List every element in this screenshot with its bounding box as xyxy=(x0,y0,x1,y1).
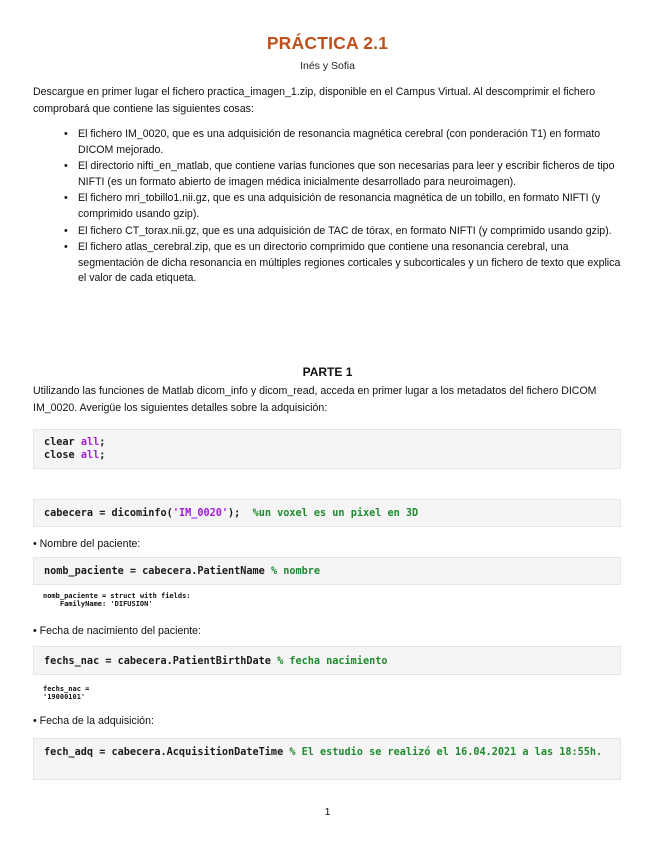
output-fecha-nac: fechs_nac = '19000101' xyxy=(43,685,90,702)
section-title: PARTE 1 xyxy=(302,365,353,379)
part1-intro: Utilizando las funciones de Matlab dicom_info y dicom_read, acceda en primer lugar a los metadatos del fichero DICOM IM_0020. Averigüe los siguientes detalles sobre la adquisición: xyxy=(33,385,597,414)
list-item: • El fichero CT_torax.nii.gz, que es una adquisición de TAC de tórax, en formato NIFTI (y comprimido usando gzip). xyxy=(60,224,625,240)
code-block-clear: clear all; close all; xyxy=(33,429,621,469)
label-nombre-paciente: • Nombre del paciente: xyxy=(33,538,141,550)
list-item: • El fichero mri_tobillo1.nii.gz, que es una adquisición de resonancia magnética de un tobillo, en formato NIFTI (y comprimido usando gzip). xyxy=(64,192,601,220)
list-item: • El fichero IM_0020, que es una adquisición de resonancia magnética cerebral (con ponderación T1) en formato DICOM mejorado. xyxy=(64,128,601,156)
bullet-icon: • xyxy=(64,241,68,254)
code-block-dicominfo: cabecera = dicominfo('IM_0020'); %un voxel es un pixel en 3D xyxy=(33,499,621,527)
contents-list xyxy=(60,127,625,288)
bullet-icon: • xyxy=(64,192,68,205)
label-fecha-adquisicion: • Fecha de la adquisición: xyxy=(33,715,154,727)
authors: Inés y Sofia xyxy=(300,60,355,72)
bullet-icon: • xyxy=(64,160,68,173)
document-title: PRÁCTICA 2.1 xyxy=(266,33,389,53)
page-number: 1 xyxy=(324,806,331,818)
intro-paragraph: Descargue en primer lugar el fichero practica_imagen_1.zip, disponible en el Campus Virtual. Al descomprimir el fichero comprobará que contiene las siguientes cosas: xyxy=(33,86,596,115)
code-block-fecha-adq: fech_adq = cabecera.AcquisitionDateTime % El estudio se realizó el 16.04.2021 a las 18:55h. xyxy=(33,738,621,780)
list-item: • El fichero atlas_cerebral.zip, que es un directorio comprimido que contiene una resonancia cerebral, una segmentación de dicha resonancia en múltiples regiones corticales y subcorticales y un fichero de texto que explica el valor de cada etiqueta. xyxy=(64,241,621,285)
bullet-icon: • xyxy=(64,128,68,140)
code-block-nombre: nomb_paciente = cabecera.PatientName % nombre xyxy=(33,557,621,585)
label-fecha-nacimiento: • Fecha de nacimiento del paciente: xyxy=(33,625,202,637)
bullet-icon: • xyxy=(64,224,68,237)
list-item: • El directorio nifti_en_matlab, que contiene varias funciones que son necesarias para leer y escribir ficheros de tipo NIFTI (es un formato abierto de imagen médica inicialmente desarrollado para neuroimagen). xyxy=(64,160,615,188)
output-nombre: nomb_paciente = struct with fields: FamilyName: 'DIFUSION' xyxy=(43,592,191,609)
code-block-fecha-nac: fechs_nac = cabecera.PatientBirthDate % fecha nacimiento xyxy=(33,646,621,675)
